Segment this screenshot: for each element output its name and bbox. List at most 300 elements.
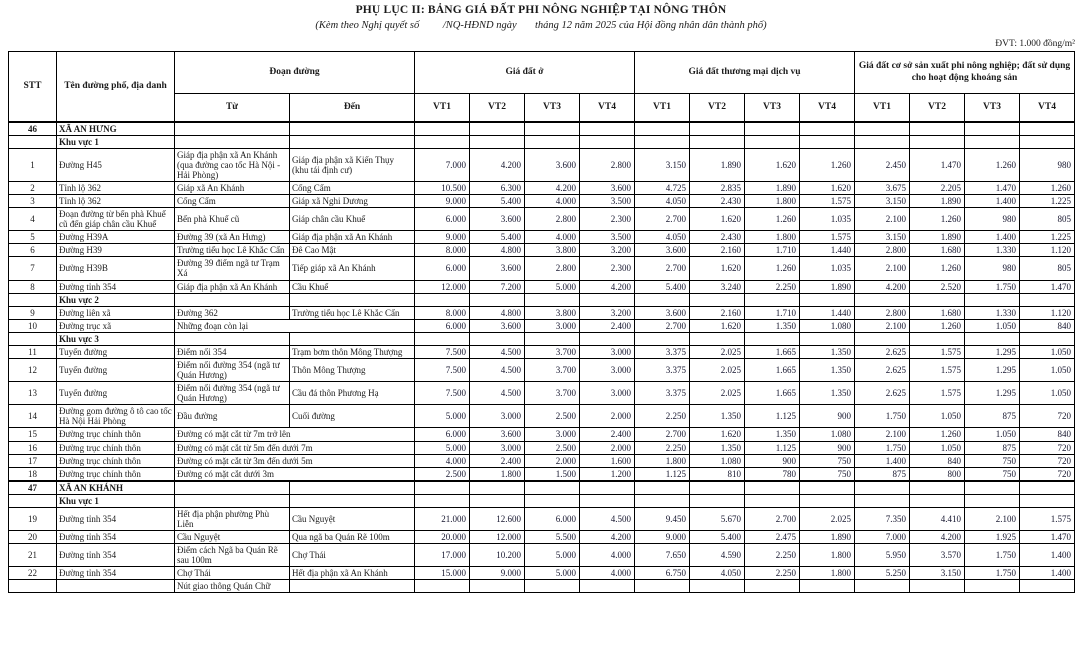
cell-segment-from: Bến phà Khuể cũ: [175, 208, 290, 231]
cell-price-vt3: 4.000: [525, 231, 580, 244]
cell-segment-from: [175, 481, 290, 495]
cell-price-vt2: 5.670: [690, 507, 745, 530]
cell-price-vt4: 1.350: [800, 345, 855, 358]
cell-stt: 19: [9, 507, 57, 530]
cell-price-vt1: [635, 122, 690, 136]
cell-price-vt3: 1.800: [745, 194, 800, 207]
cell-price-vt4: 3.000: [580, 382, 635, 405]
cell-price-vt1: 10.500: [415, 181, 470, 194]
cell-price-vt1: 3.150: [855, 231, 910, 244]
cell-price-vt3: 980: [965, 257, 1020, 280]
table-row: [9, 428, 1075, 441]
cell-price-vt4: 1.620: [800, 181, 855, 194]
cell-price-vt3: 1.890: [745, 181, 800, 194]
table-row: [9, 441, 1075, 454]
cell-price-vt2: 4.050: [690, 567, 745, 580]
cell-price-vt2: 3.600: [470, 257, 525, 280]
cell-stt: 13: [9, 382, 57, 405]
cell-price-vt1: 2.625: [855, 358, 910, 381]
cell-price-vt1: 7.000: [415, 148, 470, 181]
cell-price-vt1: 7.500: [415, 382, 470, 405]
cell-price-vt2: 1.260: [910, 257, 965, 280]
col-header-vt2: VT2: [470, 94, 525, 122]
cell-segment-from: Trường tiểu học Lê Khắc Cẩn: [175, 244, 290, 257]
zone-row: [9, 332, 1075, 345]
cell-street-name: Tỉnh lộ 362: [57, 181, 175, 194]
cell-segment-to: [290, 122, 415, 136]
table-row: [9, 345, 1075, 358]
cell-segment-to: [290, 481, 415, 495]
cell-price-vt1: 3.675: [855, 181, 910, 194]
cell-price-vt3: 1.750: [965, 567, 1020, 580]
cell-price-vt2: 5.400: [690, 531, 745, 544]
cell-price-vt3: [525, 332, 580, 345]
cell-price-vt3: [525, 481, 580, 495]
cell-price-vt3: 1.470: [965, 181, 1020, 194]
cell-price-vt2: 1.050: [910, 405, 965, 428]
cell-price-vt2: 1.350: [690, 405, 745, 428]
cell-price-vt4: [1020, 135, 1075, 148]
cell-segment-from: [175, 293, 290, 306]
cell-price-vt3: 5.000: [525, 280, 580, 293]
cell-price-vt4: 2.000: [580, 441, 635, 454]
cell-stt: 21: [9, 544, 57, 567]
cell-stt: 5: [9, 231, 57, 244]
cell-price-vt3: 1.925: [965, 531, 1020, 544]
table-row: [9, 244, 1075, 257]
cell-price-vt4: [800, 481, 855, 495]
cell-price-vt2: 1.620: [690, 428, 745, 441]
cell-price-vt4: [580, 481, 635, 495]
cell-segment-to: Trường tiểu học Lê Khắc Cẩn: [290, 306, 415, 319]
cell-segment-from: Nút giao thông Quán Chữ: [175, 580, 290, 593]
cell-price-vt1: 6.000: [415, 319, 470, 332]
cell-price-vt3: 875: [965, 441, 1020, 454]
cell-price-vt1: [855, 494, 910, 507]
cell-street-name: Đường H39A: [57, 231, 175, 244]
cell-price-vt2: [910, 580, 965, 593]
cell-price-vt4: 1.260: [1020, 181, 1075, 194]
cell-price-vt3: 1.750: [965, 544, 1020, 567]
col-group-residential: Giá đất ở: [415, 52, 635, 94]
col-header-vt1: VT1: [855, 94, 910, 122]
cell-price-vt1: 6.000: [415, 257, 470, 280]
cell-price-vt3: 1.800: [745, 231, 800, 244]
cell-price-vt2: [910, 135, 965, 148]
cell-segment-from: Điểm nối đường 354 (ngã tư Quán Hương): [175, 382, 290, 405]
cell-price-vt2: [470, 135, 525, 148]
cell-stt: 10: [9, 319, 57, 332]
cell-price-vt2: 5.400: [470, 231, 525, 244]
cell-price-vt2: [690, 580, 745, 593]
cell-price-vt1: 3.150: [855, 194, 910, 207]
cell-price-vt2: [910, 293, 965, 306]
cell-segment-from: Điểm cách Ngã ba Quán Rẽ sau 100m: [175, 544, 290, 567]
cell-segment-from: [175, 135, 290, 148]
cell-price-vt3: [525, 135, 580, 148]
cell-price-vt2: [470, 293, 525, 306]
price-table-body: [9, 122, 1075, 593]
cell-price-vt4: 2.300: [580, 208, 635, 231]
cell-price-vt2: 1.620: [690, 257, 745, 280]
cell-price-vt2: [690, 481, 745, 495]
cell-price-vt1: 5.950: [855, 544, 910, 567]
cell-price-vt3: [745, 122, 800, 136]
cell-price-vt3: 1.125: [745, 405, 800, 428]
cell-price-vt4: 3.000: [580, 358, 635, 381]
cell-price-vt1: 9.450: [635, 507, 690, 530]
cell-street-name: [57, 580, 175, 593]
cell-price-vt4: 980: [1020, 148, 1075, 181]
cell-price-vt4: 2.400: [580, 428, 635, 441]
cell-price-vt2: 4.800: [470, 306, 525, 319]
table-row: [9, 567, 1075, 580]
cell-price-vt3: [745, 293, 800, 306]
section-row: [9, 481, 1075, 495]
cell-price-vt2: 840: [910, 454, 965, 467]
cell-price-vt4: 1.400: [1020, 567, 1075, 580]
cell-price-vt4: 4.000: [580, 567, 635, 580]
cell-price-vt3: [965, 580, 1020, 593]
cell-price-vt4: [1020, 293, 1075, 306]
table-row: [9, 382, 1075, 405]
cell-price-vt4: 1.035: [800, 208, 855, 231]
cell-price-vt2: 6.300: [470, 181, 525, 194]
cell-price-vt1: [855, 580, 910, 593]
cell-price-vt1: 8.000: [415, 244, 470, 257]
cell-price-vt4: 2.000: [580, 405, 635, 428]
cell-price-vt3: 1.620: [745, 148, 800, 181]
cell-street-name: Tuyến đường: [57, 382, 175, 405]
cell-segment-span: Đường có mặt cắt từ 7m trở lên: [175, 428, 415, 441]
cell-price-vt4: 1.575: [800, 231, 855, 244]
cell-price-vt3: 1.665: [745, 358, 800, 381]
cell-street-name: Đường tỉnh 354: [57, 544, 175, 567]
cell-price-vt1: 3.375: [635, 382, 690, 405]
cell-price-vt1: 7.000: [855, 531, 910, 544]
cell-segment-to: Cống Cẩm: [290, 181, 415, 194]
cell-price-vt1: 3.150: [635, 148, 690, 181]
cell-price-vt4: 1.800: [800, 544, 855, 567]
cell-street-name: Đường trục chính thôn: [57, 428, 175, 441]
cell-price-vt3: 1.050: [965, 428, 1020, 441]
cell-price-vt3: 5.500: [525, 531, 580, 544]
cell-price-vt4: 1.350: [800, 382, 855, 405]
cell-price-vt1: 21.000: [415, 507, 470, 530]
cell-price-vt1: [635, 135, 690, 148]
cell-price-vt3: [965, 135, 1020, 148]
cell-price-vt4: 3.200: [580, 244, 635, 257]
cell-price-vt1: [855, 481, 910, 495]
cell-price-vt3: [965, 481, 1020, 495]
cell-price-vt4: 3.500: [580, 194, 635, 207]
cell-price-vt3: 2.500: [525, 405, 580, 428]
cell-price-vt4: 2.300: [580, 257, 635, 280]
col-header-vt3: VT3: [965, 94, 1020, 122]
cell-stt: [9, 332, 57, 345]
cell-price-vt4: 1.225: [1020, 231, 1075, 244]
cell-price-vt2: 800: [910, 467, 965, 481]
cell-price-vt4: 1.470: [1020, 531, 1075, 544]
cell-street-name: Đường H45: [57, 148, 175, 181]
cell-price-vt2: [690, 293, 745, 306]
cell-price-vt1: [855, 122, 910, 136]
zone-row: [9, 135, 1075, 148]
cell-stt: 11: [9, 345, 57, 358]
cell-street-name: Đường gom đường ô tô cao tốc Hà Nội Hải Phòng: [57, 405, 175, 428]
cell-segment-to: Giáp địa phận xã Kiến Thụy (khu tái định cư): [290, 148, 415, 181]
cell-price-vt4: [800, 122, 855, 136]
cell-price-vt2: 1.620: [690, 319, 745, 332]
cell-street-name: Đoạn đường từ bến phà Khuể cũ đến giáp chân cầu Khuể: [57, 208, 175, 231]
cell-segment-from: Điểm nối 354: [175, 345, 290, 358]
cell-stt: 16: [9, 441, 57, 454]
cell-price-vt1: [855, 332, 910, 345]
cell-price-vt3: 1.750: [965, 280, 1020, 293]
cell-price-vt2: 4.500: [470, 358, 525, 381]
table-row: [9, 531, 1075, 544]
cell-street-name: Tỉnh lộ 362: [57, 194, 175, 207]
cell-price-vt1: 2.700: [635, 257, 690, 280]
cell-price-vt3: 1.400: [965, 231, 1020, 244]
cell-price-vt2: 12.000: [470, 531, 525, 544]
cell-stt: 4: [9, 208, 57, 231]
cell-price-vt4: 840: [1020, 428, 1075, 441]
col-header-to: Đến: [290, 94, 415, 122]
cell-price-vt3: 2.250: [745, 544, 800, 567]
cell-price-vt2: 4.200: [910, 531, 965, 544]
cell-price-vt2: 4.500: [470, 382, 525, 405]
cell-price-vt2: 12.600: [470, 507, 525, 530]
cell-segment-from: Giáp địa phận xã An Khánh: [175, 280, 290, 293]
cell-price-vt4: 1.080: [800, 319, 855, 332]
cell-price-vt2: 2.205: [910, 181, 965, 194]
cell-price-vt1: 5.000: [415, 441, 470, 454]
cell-price-vt2: 3.000: [470, 441, 525, 454]
cell-segment-from: Đầu đường: [175, 405, 290, 428]
cell-segment-span: Đường có mặt cắt từ 5m đến dưới 7m: [175, 441, 415, 454]
cell-price-vt4: 1.050: [1020, 382, 1075, 405]
cell-price-vt4: 1.225: [1020, 194, 1075, 207]
cell-price-vt4: [580, 580, 635, 593]
cell-price-vt3: 1.050: [965, 319, 1020, 332]
cell-price-vt2: 4.200: [470, 148, 525, 181]
cell-price-vt4: 2.400: [580, 319, 635, 332]
cell-price-vt4: 4.200: [580, 280, 635, 293]
cell-price-vt1: 2.250: [635, 405, 690, 428]
cell-price-vt4: [800, 494, 855, 507]
cell-price-vt1: 2.800: [855, 244, 910, 257]
zone-row: [9, 293, 1075, 306]
cell-price-vt3: 5.000: [525, 567, 580, 580]
cell-stt: 2: [9, 181, 57, 194]
cell-price-vt1: [635, 580, 690, 593]
cell-segment-from: Điểm nối đường 354 (ngã tư Quán Hương): [175, 358, 290, 381]
cell-price-vt4: 720: [1020, 467, 1075, 481]
cell-price-vt1: 7.350: [855, 507, 910, 530]
cell-price-vt2: [910, 494, 965, 507]
cell-price-vt1: 3.600: [635, 306, 690, 319]
table-row: [9, 181, 1075, 194]
cell-price-vt1: [855, 293, 910, 306]
cell-price-vt2: 3.240: [690, 280, 745, 293]
cell-price-vt1: 1.800: [635, 454, 690, 467]
table-row: [9, 580, 1075, 593]
cell-price-vt4: 4.200: [580, 531, 635, 544]
cell-stt: 18: [9, 467, 57, 481]
cell-price-vt2: 810: [690, 467, 745, 481]
cell-segment-from: Giáp xã An Khánh: [175, 181, 290, 194]
land-price-table: [8, 51, 1075, 593]
cell-price-vt1: 1.750: [855, 441, 910, 454]
cell-price-vt4: 2.800: [580, 148, 635, 181]
cell-price-vt3: [965, 494, 1020, 507]
table-row: [9, 507, 1075, 530]
cell-stt: 8: [9, 280, 57, 293]
cell-price-vt3: 750: [965, 454, 1020, 467]
cell-segment-to: [290, 332, 415, 345]
cell-price-vt2: 10.200: [470, 544, 525, 567]
cell-price-vt3: 1.260: [745, 208, 800, 231]
cell-price-vt2: 3.600: [470, 319, 525, 332]
cell-price-vt4: 840: [1020, 319, 1075, 332]
cell-street-name: Khu vực 2: [57, 293, 175, 306]
cell-price-vt1: 7.500: [415, 358, 470, 381]
cell-stt: 1: [9, 148, 57, 181]
cell-price-vt1: 1.400: [855, 454, 910, 467]
cell-price-vt2: 4.410: [910, 507, 965, 530]
cell-stt: 3: [9, 194, 57, 207]
cell-price-vt2: 1.800: [470, 467, 525, 481]
cell-price-vt3: 3.700: [525, 358, 580, 381]
col-header-stt: STT: [9, 52, 57, 122]
cell-price-vt1: [415, 332, 470, 345]
cell-segment-from: Đường 39 điểm ngã tư Trạm Xá: [175, 257, 290, 280]
cell-price-vt2: [470, 122, 525, 136]
cell-price-vt3: 1.710: [745, 244, 800, 257]
cell-price-vt4: [800, 293, 855, 306]
cell-segment-to: Giáp xã Nghi Dương: [290, 194, 415, 207]
cell-price-vt2: 1.680: [910, 244, 965, 257]
cell-price-vt4: [1020, 122, 1075, 136]
cell-price-vt4: 805: [1020, 257, 1075, 280]
cell-street-name: Đường tỉnh 354: [57, 507, 175, 530]
cell-price-vt3: [525, 494, 580, 507]
cell-segment-from: Cống Cẩm: [175, 194, 290, 207]
table-row: [9, 544, 1075, 567]
cell-price-vt2: 4.800: [470, 244, 525, 257]
cell-stt: [9, 293, 57, 306]
cell-price-vt1: 2.250: [635, 441, 690, 454]
cell-price-vt1: 1.750: [855, 405, 910, 428]
cell-price-vt1: 8.000: [415, 306, 470, 319]
cell-price-vt2: 1.575: [910, 345, 965, 358]
cell-price-vt2: 1.050: [910, 441, 965, 454]
cell-price-vt4: 720: [1020, 454, 1075, 467]
cell-price-vt2: 1.620: [690, 208, 745, 231]
cell-segment-to: [290, 494, 415, 507]
cell-street-name: Đường trục chính thôn: [57, 454, 175, 467]
cell-price-vt3: 3.000: [525, 319, 580, 332]
cell-price-vt3: 1.260: [745, 257, 800, 280]
cell-price-vt3: 2.250: [745, 567, 800, 580]
table-row: [9, 358, 1075, 381]
cell-street-name: XÃ AN KHÁNH: [57, 481, 175, 495]
cell-price-vt1: 20.000: [415, 531, 470, 544]
cell-price-vt4: [800, 332, 855, 345]
cell-price-vt2: 2.520: [910, 280, 965, 293]
cell-price-vt2: 4.590: [690, 544, 745, 567]
cell-price-vt1: [855, 135, 910, 148]
table-row: [9, 280, 1075, 293]
cell-price-vt2: 1.890: [910, 231, 965, 244]
cell-segment-to: Thôn Mông Thượng: [290, 358, 415, 381]
cell-price-vt2: 2.025: [690, 382, 745, 405]
cell-price-vt4: 1.890: [800, 531, 855, 544]
col-group-commercial: Giá đất thương mại dịch vụ: [635, 52, 855, 94]
cell-price-vt4: [1020, 332, 1075, 345]
cell-price-vt3: 875: [965, 405, 1020, 428]
cell-price-vt4: [580, 332, 635, 345]
cell-price-vt1: [635, 494, 690, 507]
cell-price-vt2: 1.890: [690, 148, 745, 181]
cell-price-vt4: 1.575: [1020, 507, 1075, 530]
cell-price-vt4: 1.800: [800, 567, 855, 580]
cell-stt: 12: [9, 358, 57, 381]
cell-price-vt3: 1.665: [745, 382, 800, 405]
cell-price-vt3: 2.500: [525, 441, 580, 454]
cell-price-vt4: 720: [1020, 441, 1075, 454]
cell-price-vt3: 1.500: [525, 467, 580, 481]
cell-price-vt4: 2.025: [800, 507, 855, 530]
cell-price-vt1: 2.700: [635, 208, 690, 231]
cell-price-vt1: 2.450: [855, 148, 910, 181]
cell-segment-to: [290, 293, 415, 306]
cell-price-vt3: [745, 481, 800, 495]
cell-price-vt2: 2.835: [690, 181, 745, 194]
cell-street-name: Khu vực 1: [57, 494, 175, 507]
col-header-vt1: VT1: [415, 94, 470, 122]
cell-stt: 15: [9, 428, 57, 441]
cell-street-name: Đường H39B: [57, 257, 175, 280]
cell-price-vt4: 750: [800, 454, 855, 467]
cell-price-vt2: 1.260: [910, 319, 965, 332]
cell-price-vt2: [910, 122, 965, 136]
cell-price-vt1: [415, 481, 470, 495]
cell-price-vt3: 1.330: [965, 306, 1020, 319]
col-header-vt3: VT3: [745, 94, 800, 122]
col-header-vt4: VT4: [800, 94, 855, 122]
section-row: [9, 122, 1075, 136]
cell-price-vt1: 2.100: [855, 428, 910, 441]
cell-segment-to: Cầu Nguyệt: [290, 507, 415, 530]
cell-stt: 9: [9, 306, 57, 319]
cell-price-vt1: 2.700: [635, 428, 690, 441]
cell-price-vt3: 1.665: [745, 345, 800, 358]
cell-price-vt4: 1.350: [800, 358, 855, 381]
cell-price-vt1: 5.250: [855, 567, 910, 580]
cell-price-vt1: 3.375: [635, 345, 690, 358]
cell-price-vt3: 5.000: [525, 544, 580, 567]
cell-price-vt4: 1.050: [1020, 345, 1075, 358]
cell-price-vt4: 1.575: [800, 194, 855, 207]
cell-street-name: Đường liên xã: [57, 306, 175, 319]
cell-street-name: Đường tỉnh 354: [57, 280, 175, 293]
cell-price-vt1: 2.100: [855, 257, 910, 280]
cell-price-vt2: [910, 332, 965, 345]
cell-price-vt3: 4.000: [525, 194, 580, 207]
cell-segment-to: Đê Cao Mật: [290, 244, 415, 257]
